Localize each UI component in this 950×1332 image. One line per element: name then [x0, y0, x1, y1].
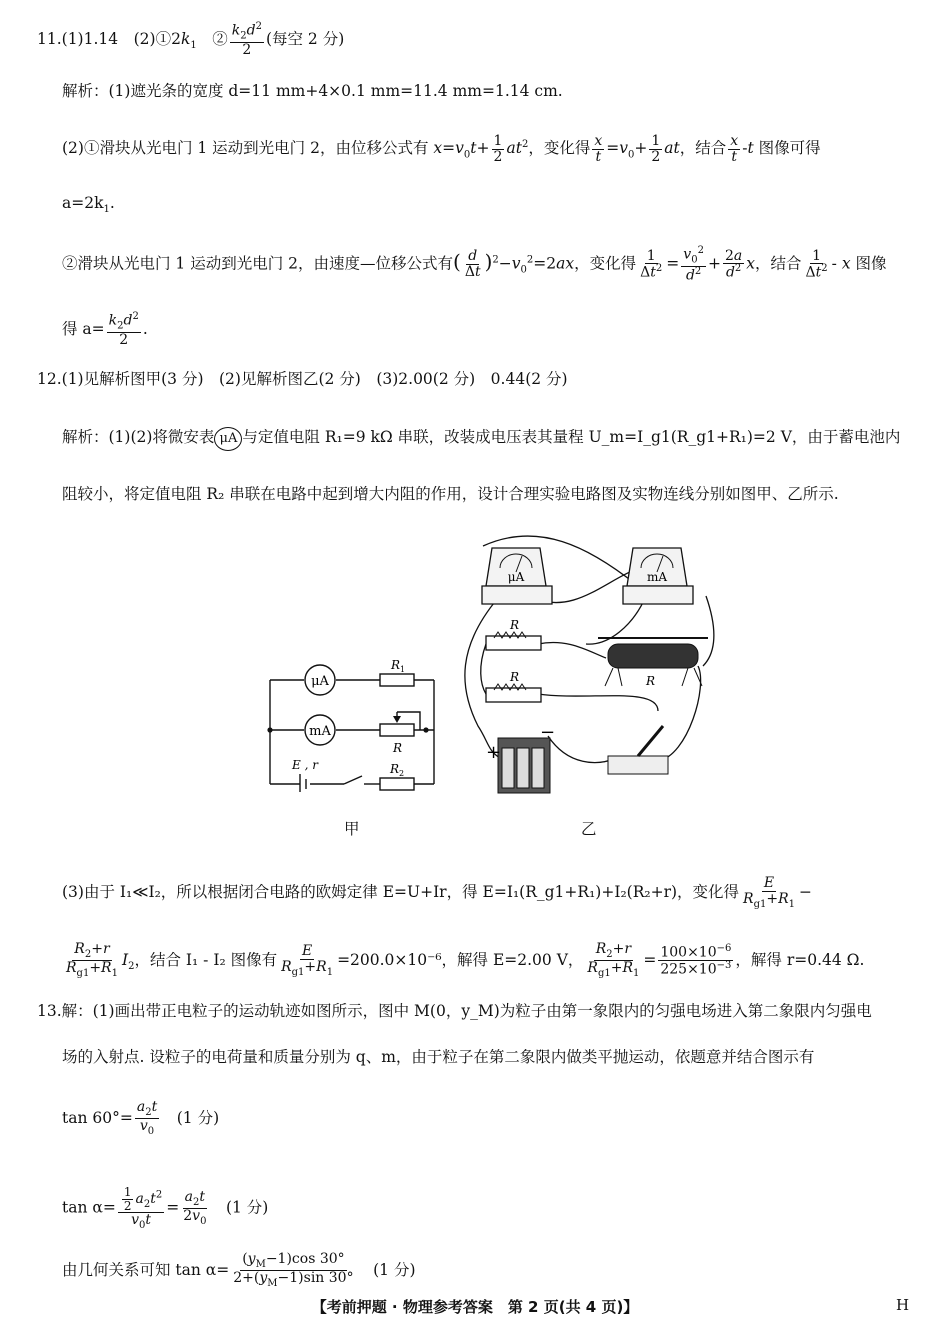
q12-analysis-1: 解析：(1)(2)将微安表 μA 与定值电阻 R₁=9 kΩ 串联，改装成电压表其量程 U_m=I_g1(R_g1+R₁)=2 V，由于蓄电池内: [62, 426, 900, 451]
q13-line-2: 场的入射点. 设粒子的电荷量和质量分别为 q、m，由于粒子在第二象限内做类平抛运动，依题意并结合图示有: [62, 1048, 815, 1066]
real-r2-label: R: [510, 670, 520, 684]
physical-wiring-diagram: [458, 526, 723, 801]
q12-analysis-2: 阻较小，将定值电阻 R₂ 串联在电路中起到增大内阻的作用，设计合理实验电路图及实物连线分别如图甲、乙所示.: [62, 485, 839, 503]
schematic-r1-label: R: [391, 658, 401, 672]
page-version-mark: H: [896, 1296, 910, 1314]
real-r-label: R: [646, 674, 656, 688]
q11-analysis-3: ②滑块从光电门 1 运动到光电门 2，由速度—位移公式有( $\frac{d}{\Delta t}$ )$^2-v_0^2=2ax$，变化得 $\frac{1}{\Delta t^2}$ = $\frac{v_0^2}{d^2}$ + $\frac{2a}{d^2}$ x，结合 $\frac{1}{\Delta t^2}$ - x 图像: [62, 245, 887, 284]
q12-analysis-3-end: $\frac{R_2+r}{R_{g1}+R_1}$ $I_2$，结合 I₁ - I₂ 图像有 $\frac{E}{R_{g1}+R_1}$ =200.0×10⁻⁶，解得 E=2.00 V， $\frac{R_2+r}{R_{g1}+R_1}$ = $\frac{100\times 10^{-6}}{225\times 10^{-3}}$ ，解得 r=0.44 Ω.: [66, 941, 865, 980]
real-ma-label: mA: [646, 570, 668, 584]
battery-plus-label: +: [486, 742, 502, 763]
q11-analysis-2: (2)①滑块从光电门 1 运动到光电门 2，由位移公式有 $x=v_0t+$ $\frac{1}{2}$ $at^2$，变化得 $\frac{x}{t}$ $=v_0+$ $\frac{1}{2}$ at，结合 $\frac{x}{t}$ -t 图像可得: [62, 133, 821, 165]
page-footer: 【考前押题 · 物理参考答案 第 2 页(共 4 页)】: [311, 1298, 639, 1316]
schematic-r2-sub: 2: [399, 769, 405, 778]
fig-yi-caption: 乙: [581, 820, 597, 838]
circuit-schematic: [262, 652, 442, 792]
q13-tan60: tan 60°= $\frac{a_2t}{v_0}$ (1 分): [62, 1099, 220, 1138]
schematic-er-label: E , r: [292, 758, 318, 772]
fig-jia-caption: 甲: [344, 820, 360, 838]
schematic-r1-sub: 1: [400, 665, 406, 674]
real-r1-label: R: [510, 618, 520, 632]
real-ua-label: μA: [507, 570, 525, 584]
q11-analysis-3-end: 得 a= $\frac{k_2d^2}{2}$ .: [62, 311, 148, 348]
microammeter-symbol: μA: [214, 427, 242, 451]
q13-geometry: 由几何关系可知 tan α= $\frac{(y_M-1)\cos 30^\circ}{2+(y_M-1)\sin 30^\circ}$ (1 分): [62, 1251, 416, 1290]
q11-analysis-1: 解析：(1)遮光条的宽度 d=11 mm+4×0.1 mm=11.4 mm=1.14 cm.: [62, 82, 563, 100]
schematic-r2-label: R: [390, 762, 400, 776]
schematic-ua-label: μA: [311, 674, 329, 689]
q11-header: 11.(1)1.14 $(2)①2k_1$ ② $\frac{k_2d^2}{2}$ (每空 2 分): [37, 21, 345, 58]
q13-line-1: 13.解：(1)画出带正电粒子的运动轨迹如图所示，图中 M(0，y_M)为粒子由第一象限内的匀强电场进入第二象限内匀强电: [37, 1002, 872, 1020]
schematic-ma-label: mA: [309, 724, 331, 739]
q12-analysis-3: (3)由于 I₁≪I₂，所以根据闭合电路的欧姆定律 E=U+Ir，得 E=I₁(R_g1+R₁)+I₂(R₂+r)，变化得 $\frac{E}{R_{g1}+R_1}$ −: [62, 875, 812, 910]
q11-analysis-2-end: $a=2k_1$.: [62, 194, 115, 216]
battery-minus-label: −: [540, 722, 556, 743]
schematic-r-label: R: [393, 741, 403, 755]
q12-header: 12.(1)见解析图甲(3 分) (2)见解析图乙(2 分) (3)2.00(2 分) 0.44(2 分): [37, 370, 568, 388]
q13-tan-alpha: tan α= $\frac{1}{2}$ $a_2t^2$ $v_0t$ = $\frac{a_2t}{2v_0}$ (1 分): [62, 1185, 269, 1231]
